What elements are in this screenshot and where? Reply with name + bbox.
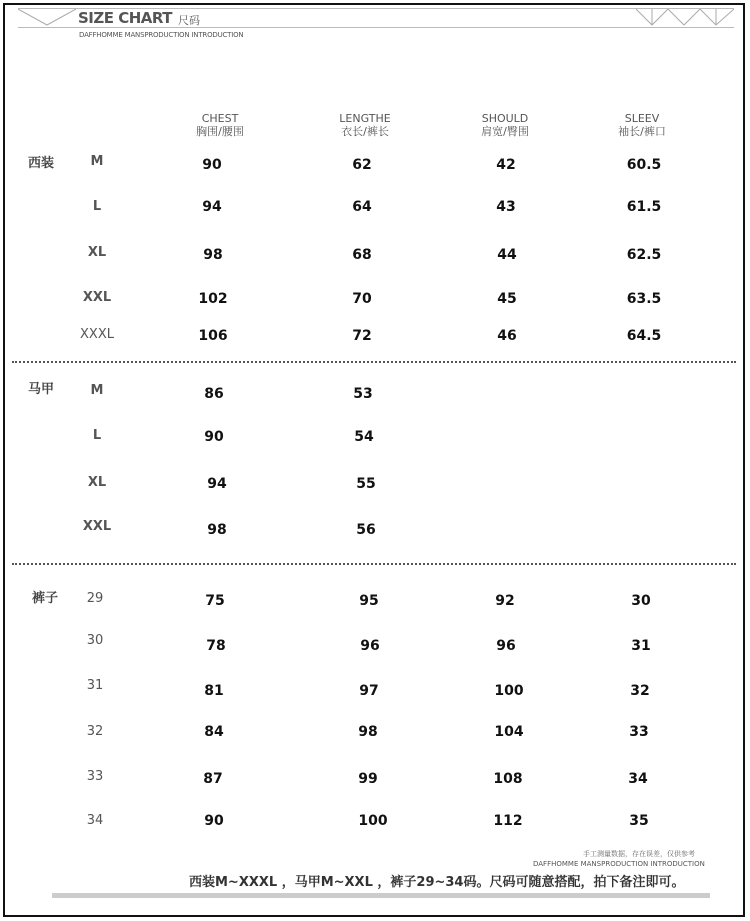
cell-value: 54 xyxy=(354,429,374,445)
cell-value: 90 xyxy=(202,157,222,173)
cell-value: 81 xyxy=(204,683,224,699)
left-zigzag-decoration xyxy=(18,9,76,26)
cell-value: 86 xyxy=(204,386,224,402)
cell-value: 56 xyxy=(356,522,376,538)
footer-note-en: DAFFHOMME MANSPRODUCTION INTRODUCTION xyxy=(533,860,705,868)
size-label: 32 xyxy=(86,724,104,739)
cell-value: 87 xyxy=(203,771,223,787)
size-label: XXL xyxy=(82,519,112,534)
cell-value: 31 xyxy=(631,638,651,654)
column-header-en: SHOULD xyxy=(481,112,529,125)
column-header-en: CHEST xyxy=(201,112,239,125)
cell-value: 35 xyxy=(629,813,649,829)
size-label: XXL xyxy=(82,290,112,305)
right-zigzag-decoration xyxy=(636,9,734,26)
section-divider xyxy=(12,563,736,565)
cell-value: 34 xyxy=(628,771,648,787)
cell-value: 99 xyxy=(358,771,378,787)
cell-value: 70 xyxy=(352,291,372,307)
cell-value: 108 xyxy=(493,771,523,787)
section-label-suit: 西装 xyxy=(28,156,55,171)
cell-value: 72 xyxy=(352,328,372,344)
cell-value: 95 xyxy=(359,593,379,609)
cell-value: 98 xyxy=(207,522,227,538)
size-label: XXXL xyxy=(80,327,114,342)
cell-value: 84 xyxy=(204,724,224,740)
cell-value: 64 xyxy=(352,199,372,215)
size-label: L xyxy=(92,428,102,443)
section-divider xyxy=(12,361,736,363)
cell-value: 62.5 xyxy=(626,247,662,263)
size-label: 29 xyxy=(86,591,104,606)
cell-value: 46 xyxy=(497,328,517,344)
column-header-en: SLEEV xyxy=(624,112,660,125)
footer-shadow-bar xyxy=(52,893,710,898)
cell-value: 90 xyxy=(204,813,224,829)
column-header-sleeve xyxy=(587,112,697,138)
cell-value: 96 xyxy=(496,638,516,654)
size-label: L xyxy=(92,199,102,214)
cell-value: 92 xyxy=(495,593,515,609)
cell-value: 98 xyxy=(203,247,223,263)
column-header-en: LENGTHE xyxy=(339,112,391,125)
cell-value: 60.5 xyxy=(626,157,662,173)
page-subtitle: DAFFHOMME MANSPRODUCTION INTRODUCTION xyxy=(79,31,244,39)
page-title: SIZE CHART xyxy=(78,9,173,27)
column-header-cn: 肩宽/臀围 xyxy=(481,125,529,138)
page-title-cn: 尺码 xyxy=(178,14,200,27)
cell-value: 112 xyxy=(493,813,523,829)
cell-value: 53 xyxy=(353,386,373,402)
column-header-cn: 袖长/裤口 xyxy=(618,125,666,138)
cell-value: 63.5 xyxy=(626,291,662,307)
cell-value: 64.5 xyxy=(626,328,662,344)
column-header-cn: 衣长/裤长 xyxy=(341,125,389,138)
footer-note-cn: 手工测量数据，存在误差，仅供参考 xyxy=(583,850,695,858)
footer-summary: 西装M~XXXL ，马甲M~XXL ，裤子29~34码。尺码可随意搭配，拍下备注即可。 xyxy=(189,875,685,890)
cell-value: 61.5 xyxy=(626,199,662,215)
column-header-chest xyxy=(165,112,275,138)
column-header-length xyxy=(310,112,420,138)
cell-value: 68 xyxy=(352,247,372,263)
size-label: 34 xyxy=(86,813,104,828)
size-label: XL xyxy=(87,245,107,260)
cell-value: 100 xyxy=(494,683,524,699)
cell-value: 62 xyxy=(352,157,372,173)
cell-value: 44 xyxy=(497,247,517,263)
cell-value: 96 xyxy=(360,638,380,654)
cell-value: 33 xyxy=(629,724,649,740)
size-label: M xyxy=(90,154,104,169)
cell-value: 102 xyxy=(198,291,228,307)
cell-value: 43 xyxy=(496,199,516,215)
cell-value: 45 xyxy=(497,291,517,307)
cell-value: 100 xyxy=(358,813,388,829)
cell-value: 97 xyxy=(359,683,379,699)
column-header-shoulder xyxy=(450,112,560,138)
cell-value: 104 xyxy=(494,724,524,740)
cell-value: 94 xyxy=(207,476,227,492)
size-label: XL xyxy=(87,475,107,490)
size-label: 30 xyxy=(86,633,104,648)
cell-value: 75 xyxy=(205,593,225,609)
cell-value: 106 xyxy=(198,328,228,344)
cell-value: 30 xyxy=(631,593,651,609)
cell-value: 32 xyxy=(630,683,650,699)
cell-value: 78 xyxy=(206,638,226,654)
cell-value: 90 xyxy=(204,429,224,445)
section-label-vest: 马甲 xyxy=(28,382,55,397)
size-label: 31 xyxy=(86,678,104,693)
column-header-cn: 胸围/腰围 xyxy=(196,125,244,138)
cell-value: 98 xyxy=(358,724,378,740)
size-label: 33 xyxy=(86,769,104,784)
cell-value: 42 xyxy=(496,157,516,173)
cell-value: 94 xyxy=(202,199,222,215)
size-label: M xyxy=(90,383,104,398)
cell-value: 55 xyxy=(356,476,376,492)
section-label-pants: 裤子 xyxy=(32,591,59,606)
